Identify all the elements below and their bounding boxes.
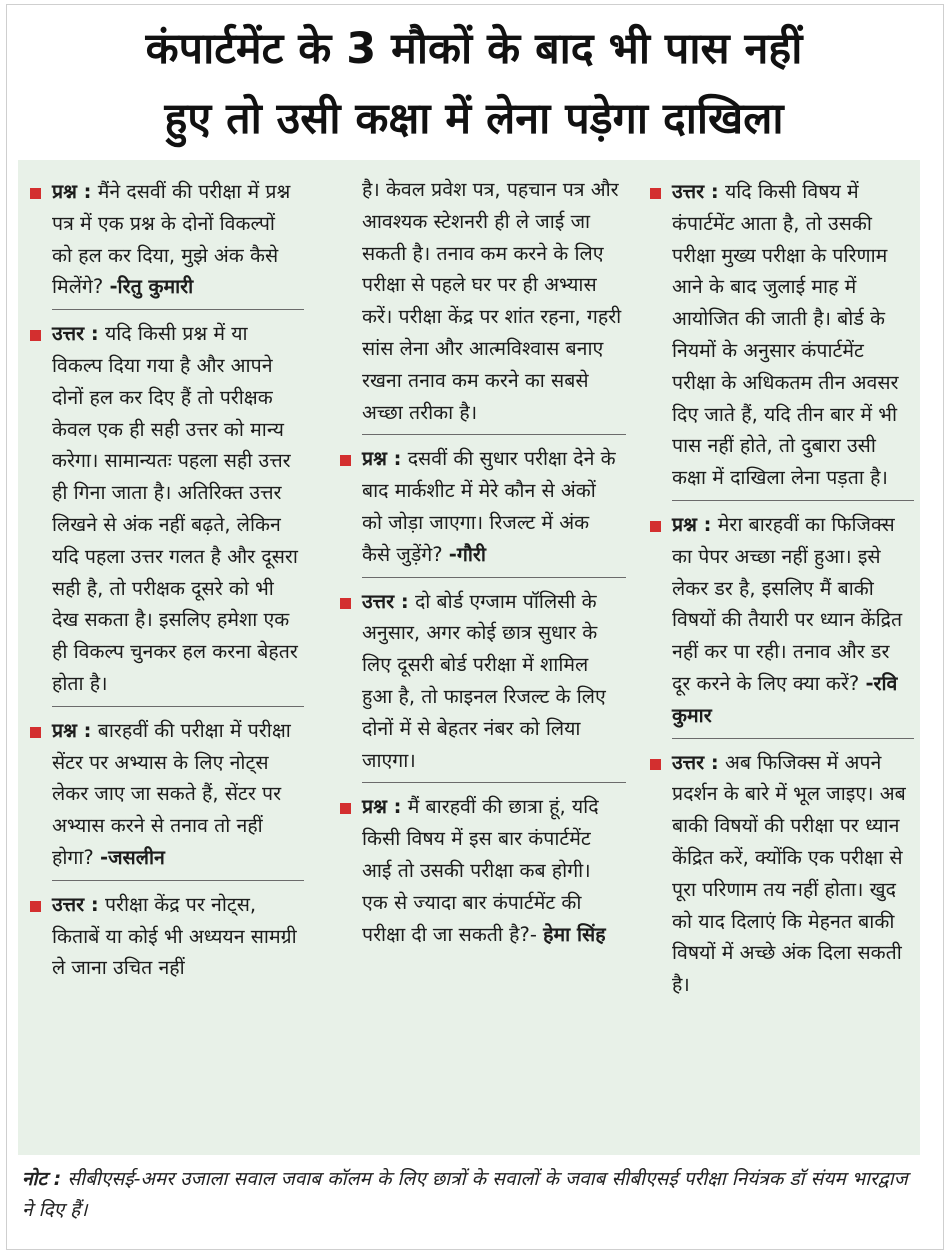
answer-label: उत्तर : [672, 180, 719, 203]
answer-2-continued: है। केवल प्रवेश पत्र, पहचान पत्र और आवश्यक स्टेशनरी ही ले जाई जा सकती है। तनाव कम करने के लिए परीक्षा से पहले घर पर ही अभ्यास करें। परीक्षा केंद्र पर शांत रहना, गहरी सांस लेना और आत्मविश्वास बनाए रखना तनाव कम करने का सबसे अच्छा तरीका है। [362, 178, 622, 424]
answer-label: उत्तर : [52, 892, 99, 916]
headline [14, 14, 934, 154]
answer-text: अब फिजिक्स में अपने प्रदर्शन के बारे में भूल जाइए। अब बाकी विषयों की परीक्षा पर ध्यान केंद्रित करें, क्योंकि एक परीक्षा से पूरा परिणाम तय नहीं होता। खुद को याद दिलाएं कि मेहनत बाकी विषयों में अच्छे अंक दिला सकती है। [672, 750, 906, 997]
answer-1 [26, 318, 304, 700]
asker-name: -गौरी [448, 542, 486, 566]
qa-panel [18, 160, 920, 1155]
divider [672, 738, 914, 739]
question-label: प्रश्न : [362, 447, 402, 471]
answer-text: परीक्षा केंद्र पर नोट्स, किताबें या कोई भी अध्ययन सामग्री ले जाना उचित नहीं [52, 892, 297, 980]
footer-note [22, 1164, 922, 1226]
asker-name: -रवि कुमार [672, 671, 898, 727]
question-4 [336, 791, 626, 950]
question-text: मैंने दसवीं की परीक्षा में प्रश्न पत्र में एक प्रश्न के दोनों विकल्पों को हल कर दिया, मुझे अंक कैसे मिलेंगे? [52, 180, 291, 299]
question-label: प्रश्न : [52, 718, 92, 742]
question-1 [26, 176, 304, 303]
question-text: मेरा बारहवीं का फिजिक्स का पेपर अच्छा नहीं हुआ। इसे लेकर डर है, इसलिए मैं बाकी विषयों की तैयारी पर ध्यान केंद्रित नहीं कर पा रही। तनाव और डर दूर करने के लिए क्या करें? [672, 512, 903, 695]
headline-line-1: कंपार्टमेंट के 3 मौकों के बाद भी पास नहीं [145, 24, 803, 74]
bullet-square-icon [30, 330, 41, 341]
answer-label: उत्तर : [672, 750, 719, 774]
asker-name: हेमा सिंह [543, 922, 606, 946]
note-text: सीबीएसई-अमर उजाला सवाल जवाब कॉलम के लिए छात्रों के सवालों के जवाब सीबीएसई परीक्षा नियंत्रक डॉ संयम भारद्वाज ने दिए हैं। [22, 1168, 908, 1221]
asker-name: -जसलीन [100, 845, 165, 869]
bullet-square-icon [30, 901, 41, 912]
column-2 [336, 174, 626, 950]
question-3 [336, 443, 626, 570]
bullet-square-icon [650, 521, 661, 532]
divider [52, 309, 304, 310]
bullet-square-icon [650, 759, 661, 770]
answer-label: उत्तर : [52, 322, 99, 346]
question-2 [26, 715, 304, 874]
bullet-square-icon [30, 727, 41, 738]
divider [672, 500, 914, 501]
divider [362, 434, 626, 435]
answer-2 [26, 889, 304, 984]
bullet-square-icon [340, 598, 351, 609]
question-label: प्रश्न : [52, 180, 92, 203]
question-5 [646, 509, 914, 732]
column-1 [26, 176, 304, 984]
answer-label: उत्तर : [362, 589, 409, 613]
answer-text: दो बोर्ड एग्जाम पॉलिसी के अनुसार, अगर कोई छात्र सुधार के लिए दूसरी बोर्ड परीक्षा में शामिल हुआ है, तो फाइनल रिजल्ट के लिए दोनों में से बेहतर नंबर को लिया जाएगा। [362, 589, 606, 772]
answer-text: यदि किसी प्रश्न में या विकल्प दिया गया है और आपने दोनों हल कर दिए हैं तो परीक्षक केवल एक ही सही उत्तर को मान्य करेगा। सामान्यतः पहला सही उत्तर ही गिना जाता है। अतिरिक्त उत्तर लिखने से अंक नहीं बढ़ते, लेकिन यदि पहला उत्तर गलत है और दूसरा सही है, तो परीक्षक दूसरे को भी देख सकता है। इसलिए हमेशा एक ही विकल्प चुनकर हल करना बेहतर होता है। [52, 322, 298, 695]
divider [52, 706, 304, 707]
bullet-square-icon [340, 803, 351, 814]
bullet-square-icon [340, 455, 351, 466]
divider [362, 782, 626, 783]
question-text: मैं बारहवीं की छात्रा हूं, यदि किसी विषय में इस बार कंपार्टमेंट आई तो उसकी परीक्षा कब होगी। एक से ज्यादा बार कंपार्टमेंट की परीक्षा दी जा सकती है?- [362, 795, 599, 946]
answer-3 [336, 586, 626, 777]
answer-4 [646, 176, 914, 494]
question-label: प्रश्न : [362, 795, 402, 819]
note-label: नोट : [22, 1168, 62, 1190]
divider [362, 577, 626, 578]
bullet-square-icon [650, 188, 661, 199]
question-text: बारहवीं की परीक्षा में परीक्षा सेंटर पर अभ्यास के लिए नोट्स लेकर जाए जा सकते हैं, सेंटर पर अभ्यास करने से तनाव तो नहीं होगा? [52, 718, 291, 869]
question-label: प्रश्न : [672, 512, 712, 536]
headline-line-2: हुए तो उसी कक्षा में लेना पड़ेगा दाखिला [164, 94, 784, 144]
bullet-square-icon [30, 188, 41, 199]
divider [52, 880, 304, 881]
answer-5 [646, 747, 914, 1001]
column-3 [646, 176, 914, 1001]
answer-text: यदि किसी विषय में कंपार्टमेंट आता है, तो उसकी परीक्षा मुख्य परीक्षा के परिणाम आने के बाद जुलाई माह में आयोजित की जाती है। बोर्ड के नियमों के अनुसार कंपार्टमेंट परीक्षा के अधिकतम तीन अवसर दिए जाते हैं, यदि तीन बार में भी पास नहीं होते, तो दुबारा उसी कक्षा में दाखिला लेना पड़ता है। [672, 180, 899, 490]
question-text: दसवीं की सुधार परीक्षा देने के बाद मार्कशीट में मेरे कौन से अंकों को जोड़ा जाएगा। रिजल्ट में अंक कैसे जुड़ेंगे? [362, 447, 616, 566]
asker-name: -रितु कुमारी [109, 275, 194, 299]
